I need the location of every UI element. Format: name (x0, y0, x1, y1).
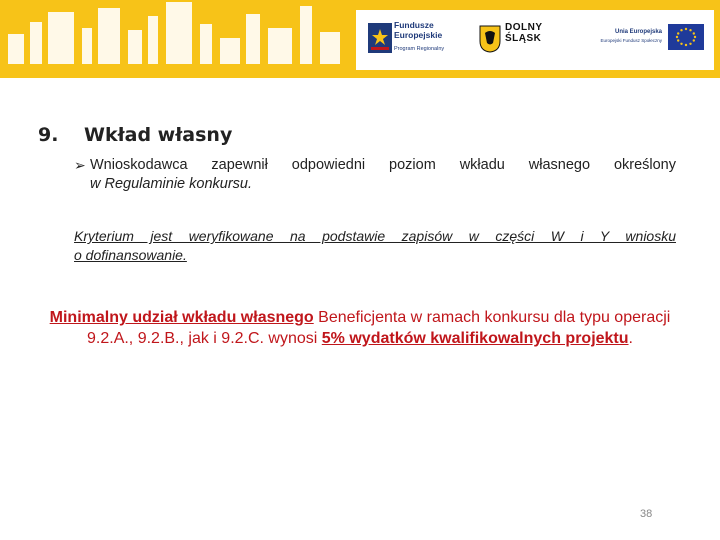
header-decor-block (48, 12, 74, 64)
header-decor-block (220, 38, 240, 64)
minimal-text: Beneficjenta w ramach konkursu dla typu operacji 9.2.A., 9.2.B., jak i 9.2.C. wynosi (87, 309, 671, 347)
bullet-item (74, 156, 676, 194)
arrow-bullet-icon: ➢ (74, 157, 86, 173)
header-decor-block (166, 2, 192, 64)
header-band (0, 0, 720, 78)
section-number: 9. (38, 124, 59, 146)
logo-unia-europejska (590, 18, 708, 62)
logo-fundusze-europejskie (368, 17, 478, 63)
logo-ds-text: DOLNY ŚLĄSK (505, 22, 543, 44)
logo-fe-text: Fundusze Europejskie (394, 20, 443, 40)
minimal-contribution-note (36, 307, 684, 349)
header-decor-block (300, 6, 312, 64)
header-decor-block (148, 16, 158, 64)
criterion-line-2: o dofinansowanie. (74, 247, 187, 263)
header-decor-block (98, 8, 120, 64)
minimal-bold-percent: 5% wydatków kwalifikowalnych projektu (321, 330, 629, 347)
bullet-line-2: w Regulaminie konkursu. (90, 176, 252, 192)
logo-fe-subtitle: Program Regionalny (394, 46, 445, 52)
header-decor-block (246, 14, 260, 64)
header-decor-block (200, 24, 212, 64)
header-decor-block (128, 30, 142, 64)
criterion-line-1: Kryterium jest weryfikowane na podstawie zapisów w części W i Y wniosku (74, 228, 676, 244)
header-decor-block (82, 28, 92, 64)
bullet-line-1: Wnioskodawca zapewnił odpowiedni poziom wkładu własnego określony (90, 157, 676, 173)
header-decor-block (30, 22, 42, 64)
eu-flag-icon (668, 24, 704, 50)
eagle-crest-icon (479, 25, 501, 53)
fundusze-star-icon (368, 23, 392, 53)
logo-dolny-slask (479, 17, 569, 63)
header-decor-block (8, 34, 24, 64)
section-heading (38, 124, 232, 146)
section-title: Wkład własny (84, 124, 233, 146)
minimal-end: . (628, 330, 633, 347)
logo-panel (356, 10, 714, 70)
page-number: 38 (640, 508, 653, 520)
logo-ue-title: Unia Europejska (614, 29, 662, 35)
logo-ue-subtitle: Europejski Fundusz Społeczny (600, 38, 662, 43)
minimal-bold-lead: Minimalny udział wkładu własnego (49, 309, 314, 326)
header-decor-block (268, 28, 292, 64)
criterion-note (74, 227, 676, 265)
header-decor-block (320, 32, 340, 64)
